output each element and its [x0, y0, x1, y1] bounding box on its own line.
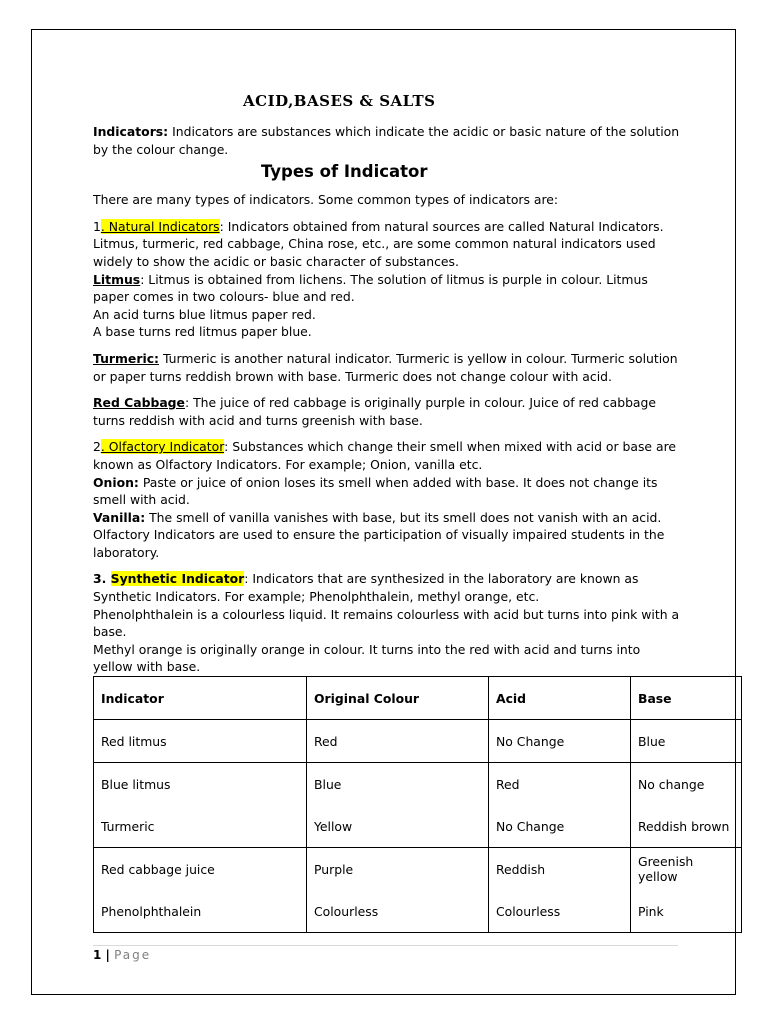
table-cell: Colourless — [489, 890, 631, 933]
table-cell: Red cabbage juice — [94, 848, 307, 891]
methyl-paragraph: Methyl orange is originally orange in colour. It turns into the red with acid and turns into yellow with base. — [93, 641, 641, 675]
table-cell: Purple — [307, 848, 489, 891]
table-cell: No change — [631, 763, 742, 806]
table-cell: No Change — [489, 805, 631, 848]
natural-text: : Indicators obtained from natural sources are called Natural Indicators. Litmus, turmeric, red cabbage, China rose, etc., are some common natural indicators used widely to show the acidic or basic character of substances. — [93, 218, 664, 269]
page-separator: | — [101, 948, 115, 962]
table-header-row — [94, 677, 742, 720]
synthetic-heading: Synthetic Indicator — [110, 571, 245, 587]
table-header-cell: Base — [631, 677, 742, 720]
table-cell: Pink — [631, 890, 742, 933]
vanilla-text: The smell of vanilla vanishes with base, but its smell does not vanish with an acid. — [145, 509, 662, 525]
litmus-text: : Litmus is obtained from lichens. The solution of litmus is purple in colour. Litmus paper comes in two colours- blue and red. — [93, 271, 648, 305]
table-header-cell: Acid — [489, 677, 631, 720]
intro-label: Indicators: — [93, 124, 169, 139]
table-cell: No Change — [489, 720, 631, 763]
olfactory-heading: . Olfactory Indicator — [100, 439, 225, 455]
table-cell: Red — [307, 720, 489, 763]
turmeric-paragraph — [93, 350, 683, 385]
types-intro: There are many types of indicators. Some common types of indicators are: — [93, 192, 559, 208]
natural-num: 1 — [93, 218, 101, 234]
table-row — [94, 720, 742, 763]
table-cell: Reddish — [489, 848, 631, 891]
synthetic-num: 3. — [93, 571, 111, 587]
table-row — [94, 890, 742, 933]
table-cell: Turmeric — [94, 805, 307, 848]
section-subtitle: Types of Indicator — [261, 162, 428, 182]
table-row — [94, 805, 742, 848]
cabbage-text: : The juice of red cabbage is originally purple in colour. Juice of red cabbage turns reddish with acid and turns greenish with base. — [93, 395, 657, 428]
cabbage-paragraph — [93, 394, 683, 429]
cabbage-label: Red Cabbage — [93, 395, 185, 411]
table-cell: Blue — [307, 763, 489, 806]
table-cell: Greenish yellow — [631, 848, 742, 891]
indicator-table — [93, 676, 742, 933]
litmus-base: A base turns red litmus paper blue. — [93, 324, 312, 340]
olfactory-text: : Substances which change their smell when mixed with acid or base are known as Olfactory Indicators. For example; Onion, vanilla etc. — [93, 439, 677, 472]
footer-divider — [93, 945, 678, 946]
olfactory-num: 2 — [93, 439, 101, 455]
turmeric-label: Turmeric: — [93, 350, 159, 366]
synthetic-text: : Indicators that are synthesized in the laboratory are known as Synthetic Indicators. For example; Phenolphthalein, methyl orange, etc. — [93, 571, 639, 605]
table-header-cell: Indicator — [94, 677, 307, 720]
phenol-paragraph: Phenolphthalein is a colourless liquid. It remains colourless with acid but turns into pink with a base. — [93, 606, 680, 640]
table-row — [94, 848, 742, 891]
table-cell: Phenolphthalein — [94, 890, 307, 933]
litmus-paragraph — [93, 271, 683, 306]
intro-text: Indicators are substances which indicate the acidic or basic nature of the solution by the colour change. — [93, 124, 680, 157]
table-header-cell: Original Colour — [307, 677, 489, 720]
onion-label: Onion: — [93, 474, 139, 490]
olfactory-note: Olfactory Indicators are used to ensure the participation of visually impaired students in the laboratory. — [93, 527, 665, 560]
olfactory-paragraph — [93, 438, 683, 473]
natural-heading: . Natural Indicators — [100, 218, 220, 234]
table-cell: Red — [489, 763, 631, 806]
natural-paragraph — [93, 218, 683, 271]
turmeric-text: Turmeric is another natural indicator. Turmeric is yellow in colour. Turmeric solution or paper turns reddish brown with base. Turmeric does not change colour with acid. — [93, 350, 678, 384]
vanilla-label: Vanilla: — [93, 509, 146, 525]
litmus-label: Litmus — [93, 271, 141, 287]
intro-paragraph — [93, 123, 683, 158]
page-footer — [93, 948, 151, 962]
table-cell: Yellow — [307, 805, 489, 848]
document-body — [93, 90, 683, 676]
table-cell: Reddish brown — [631, 805, 742, 848]
page-number: 1 — [93, 948, 102, 962]
table-cell: Blue litmus — [94, 763, 307, 806]
synthetic-paragraph — [93, 570, 683, 605]
litmus-acid: An acid turns blue litmus paper red. — [93, 306, 316, 322]
table-row — [94, 763, 742, 806]
page-label: Page — [114, 948, 152, 962]
onion-text: Paste or juice of onion loses its smell when added with base. It does not change its smell with acid. — [93, 474, 658, 508]
table-cell: Red litmus — [94, 720, 307, 763]
page-title: ACID,BASES & SALTS — [243, 92, 436, 110]
table-cell: Blue — [631, 720, 742, 763]
table-cell: Colourless — [307, 890, 489, 933]
onion-paragraph — [93, 474, 683, 509]
vanilla-paragraph — [93, 509, 683, 527]
